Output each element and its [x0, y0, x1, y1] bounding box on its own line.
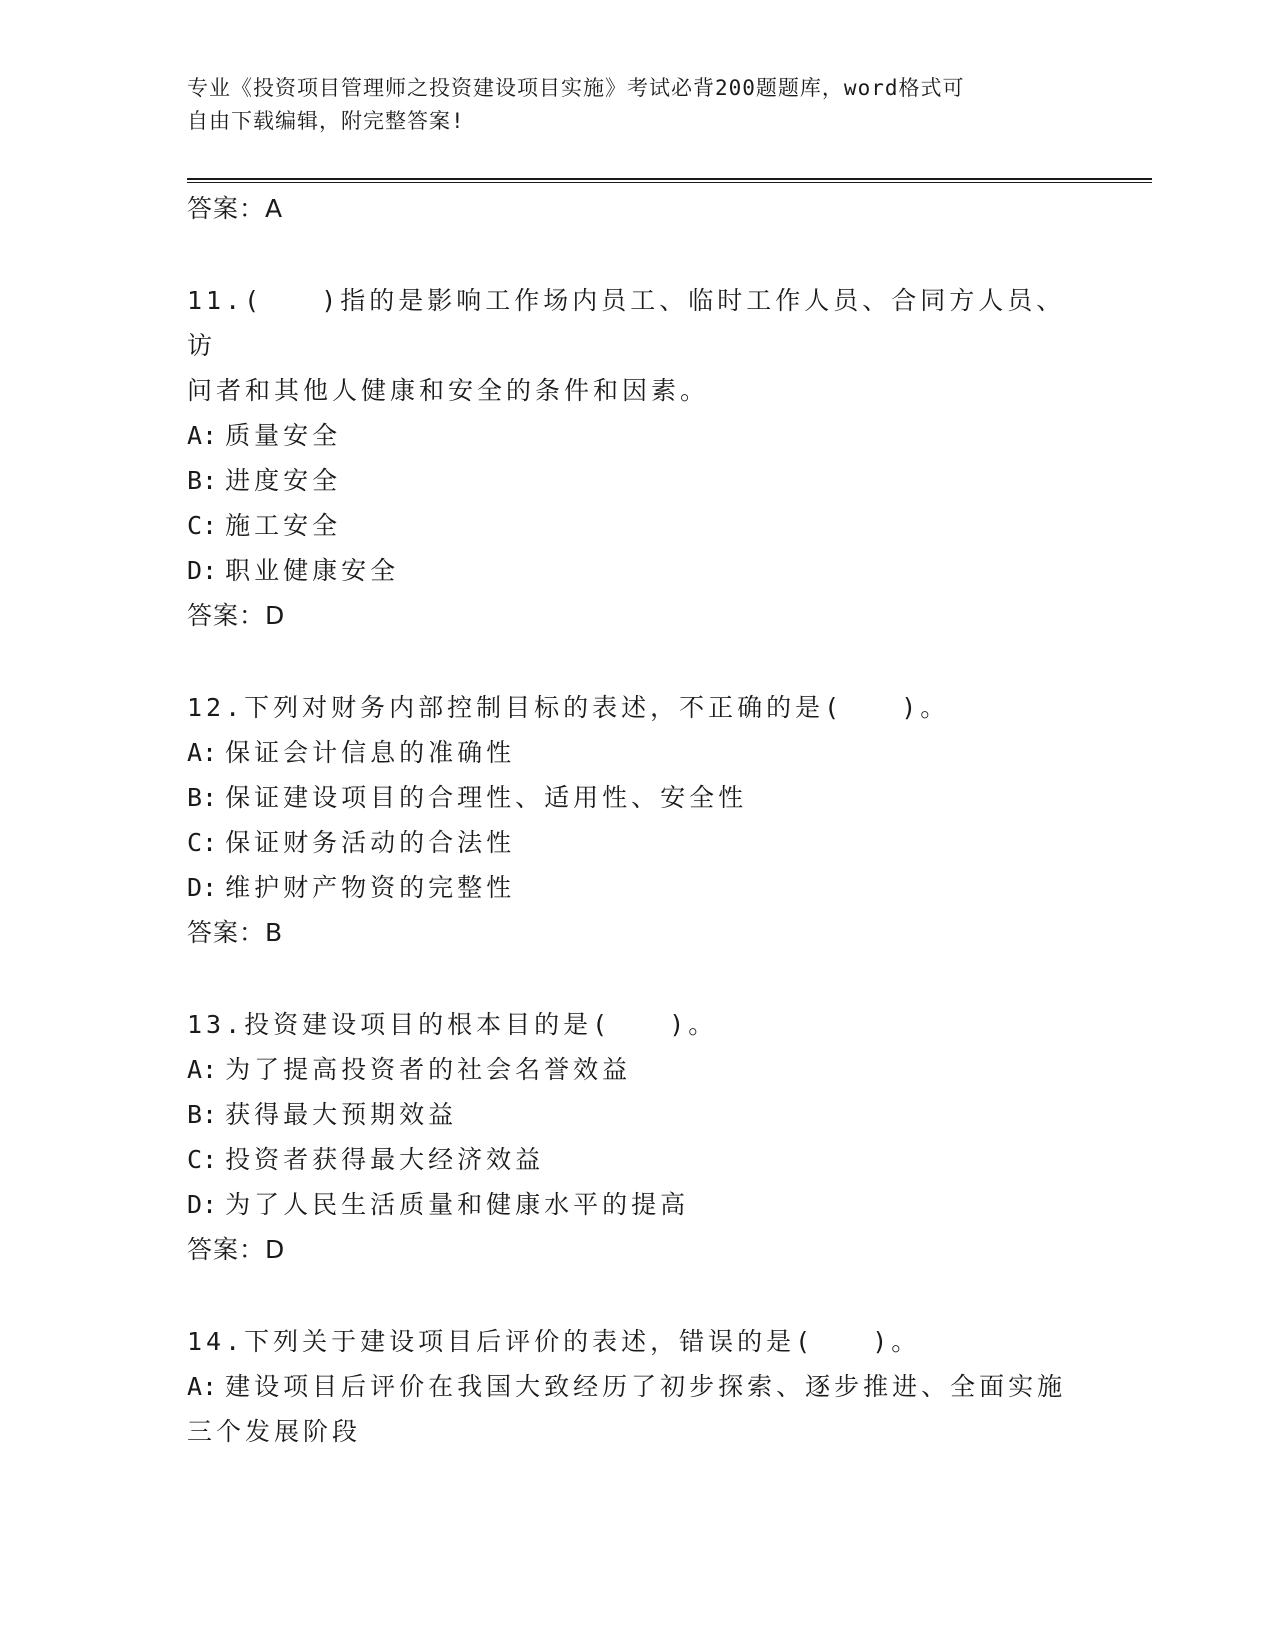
option-text: 维护财产物资的完整性	[225, 873, 516, 902]
option-text: 施工安全	[225, 511, 342, 540]
spacer	[187, 955, 1087, 1002]
question-stem: 13.投资建设项目的根本目的是( )。	[187, 1010, 718, 1039]
question-stem: 14.下列关于建设项目后评价的表述，错误的是( )。	[187, 1327, 921, 1356]
option-text: 保证财务活动的合法性	[225, 828, 516, 857]
option-text: 保证建设项目的合理性、适用性、安全性	[225, 783, 748, 812]
option-d	[187, 865, 1087, 910]
question-stem: 11.( )指的是影响工作场内员工、临时工作人员、合同方人员、访	[187, 286, 1066, 360]
option-text: 投资者获得最大经济效益	[225, 1145, 545, 1174]
option-text: 进度安全	[225, 466, 342, 495]
question-stem-continued: 问者和其他人健康和安全的条件和因素。	[187, 376, 710, 405]
option-letter: A:	[187, 421, 218, 450]
option-c	[187, 1137, 1087, 1182]
option-text: 为了提高投资者的社会名誉效益	[225, 1055, 632, 1084]
question-11	[187, 278, 1087, 638]
spacer	[187, 231, 1087, 278]
previous-answer: 答案：A	[187, 194, 284, 223]
question-13	[187, 1002, 1087, 1272]
option-c	[187, 503, 1087, 548]
option-letter: B:	[187, 466, 218, 495]
option-text: 获得最大预期效益	[225, 1100, 458, 1129]
header-rule	[187, 178, 1152, 183]
document-body	[187, 186, 1087, 1454]
option-letter: D:	[187, 1190, 218, 1219]
option-a	[187, 1364, 1087, 1409]
spacer	[187, 1272, 1087, 1319]
option-letter: C:	[187, 511, 218, 540]
option-text: 质量安全	[225, 421, 342, 450]
option-b	[187, 1092, 1087, 1137]
header-line-1: 专业《投资项目管理师之投资建设项目实施》考试必背200题题库，word格式可	[187, 76, 965, 100]
option-c	[187, 820, 1087, 865]
answer: 答案：D	[187, 1235, 286, 1264]
option-letter: C:	[187, 1145, 218, 1174]
option-letter: B:	[187, 783, 218, 812]
option-letter: A:	[187, 1372, 218, 1401]
option-a-continued: 三个发展阶段	[187, 1417, 362, 1446]
option-b	[187, 458, 1087, 503]
option-letter: C:	[187, 828, 218, 857]
option-text: 保证会计信息的准确性	[225, 738, 516, 767]
option-b	[187, 775, 1087, 820]
page-header	[187, 72, 1087, 138]
question-stem: 12.下列对财务内部控制目标的表述，不正确的是( )。	[187, 693, 950, 722]
option-letter: B:	[187, 1100, 218, 1129]
option-a	[187, 413, 1087, 458]
option-letter: D:	[187, 556, 218, 585]
option-d	[187, 548, 1087, 593]
option-letter: D:	[187, 873, 218, 902]
answer: 答案：B	[187, 918, 284, 947]
option-text: 为了人民生活质量和健康水平的提高	[225, 1190, 690, 1219]
question-14	[187, 1319, 1087, 1454]
option-text: 职业健康安全	[225, 556, 400, 585]
header-line-2: 自由下载编辑，附完整答案!	[187, 109, 465, 133]
option-a	[187, 730, 1087, 775]
option-letter: A:	[187, 1055, 218, 1084]
question-12	[187, 685, 1087, 955]
spacer	[187, 638, 1087, 685]
option-a	[187, 1047, 1087, 1092]
answer: 答案：D	[187, 601, 286, 630]
option-d	[187, 1182, 1087, 1227]
option-letter: A:	[187, 738, 218, 767]
option-text: 建设项目后评价在我国大致经历了初步探索、逐步推进、全面实施	[225, 1372, 1067, 1401]
